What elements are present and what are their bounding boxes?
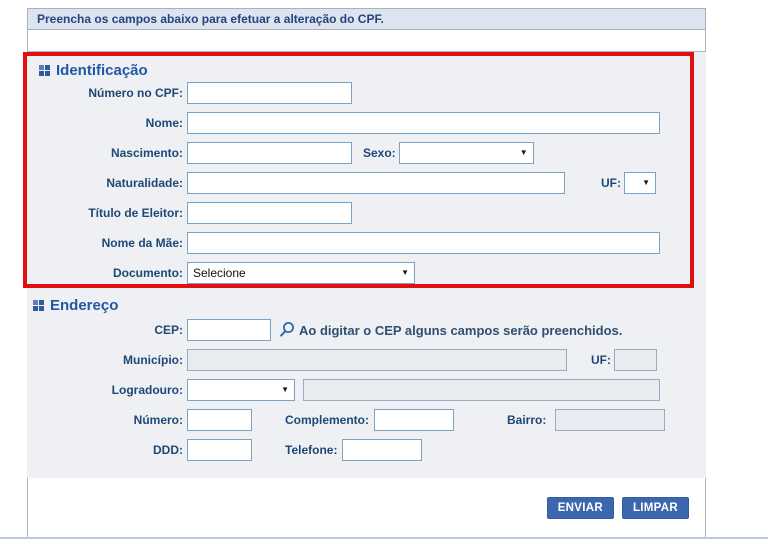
uf-endereco-input xyxy=(614,349,657,371)
titulo-eleitor-input[interactable] xyxy=(187,202,352,224)
cep-label: CEP: xyxy=(154,323,183,337)
naturalidade-uf-row xyxy=(27,172,690,194)
telefone-input[interactable] xyxy=(342,439,422,461)
nome-label: Nome: xyxy=(145,116,183,130)
cpf-input[interactable] xyxy=(187,82,352,104)
nome-mae-label: Nome da Mãe: xyxy=(101,236,183,250)
section-bullet-icon xyxy=(33,300,44,311)
chevron-down-icon: ▼ xyxy=(281,385,289,394)
uf-select[interactable] xyxy=(624,172,656,194)
empty-message-panel xyxy=(27,30,706,52)
telefone-label: Telefone: xyxy=(285,443,338,457)
logradouro-row xyxy=(27,379,706,401)
cep-hint-text: Ao digitar o CEP alguns campos serão preenchidos. xyxy=(299,322,623,338)
cpf-row xyxy=(27,82,690,104)
complemento-input[interactable] xyxy=(374,409,454,431)
instruction-text: Preencha os campos abaixo para efetuar a alteração do CPF. xyxy=(37,12,384,26)
cep-input[interactable] xyxy=(187,319,271,341)
nome-input[interactable] xyxy=(187,112,660,134)
ddd-label: DDD: xyxy=(153,443,183,457)
titulo-eleitor-row xyxy=(27,202,690,224)
documento-select[interactable] xyxy=(187,262,415,284)
nome-mae-row xyxy=(27,232,690,254)
sexo-label: Sexo: xyxy=(363,146,396,160)
search-icon xyxy=(278,321,295,339)
municipio-label: Município: xyxy=(123,353,183,367)
cep-row xyxy=(27,319,706,341)
bairro-label: Bairro: xyxy=(507,413,547,427)
chevron-down-icon: ▼ xyxy=(401,268,409,277)
nome-mae-input[interactable] xyxy=(187,232,660,254)
ddd-input[interactable] xyxy=(187,439,252,461)
documento-row xyxy=(27,262,690,284)
nome-row xyxy=(27,112,690,134)
logradouro-tipo-select[interactable] xyxy=(187,379,295,401)
numero-complemento-bairro-row xyxy=(27,409,706,431)
content-column xyxy=(27,0,706,537)
identification-highlight-box xyxy=(23,52,694,288)
ddd-telefone-row xyxy=(27,439,706,461)
section-bullet-icon xyxy=(39,65,50,76)
footer-bar xyxy=(27,478,706,537)
cpf-label: Número no CPF: xyxy=(88,86,183,100)
limpar-button[interactable]: LIMPAR xyxy=(622,497,689,519)
logradouro-label: Logradouro: xyxy=(111,383,183,397)
section-title: Endereço xyxy=(50,296,119,314)
nascimento-sexo-row xyxy=(27,142,690,164)
numero-label: Número: xyxy=(133,413,183,427)
naturalidade-label: Naturalidade: xyxy=(106,176,183,190)
municipio-input xyxy=(187,349,567,371)
instruction-bar xyxy=(27,8,706,30)
municipio-uf-row xyxy=(27,349,706,371)
section-header-endereco xyxy=(33,296,706,314)
bairro-input xyxy=(555,409,665,431)
page-bottom-divider xyxy=(0,537,768,539)
chevron-down-icon: ▼ xyxy=(519,148,528,157)
logradouro-input xyxy=(303,379,660,401)
chevron-down-icon: ▼ xyxy=(642,178,650,187)
numero-input[interactable] xyxy=(187,409,252,431)
titulo-eleitor-label: Título de Eleitor: xyxy=(88,206,183,220)
naturalidade-input[interactable] xyxy=(187,172,565,194)
uf-endereco-label: UF: xyxy=(591,353,611,367)
nascimento-label: Nascimento: xyxy=(110,146,183,160)
sexo-select[interactable] xyxy=(399,142,534,164)
nascimento-input[interactable] xyxy=(187,142,352,164)
section-header-identificacao xyxy=(39,60,690,80)
documento-label: Documento: xyxy=(113,266,183,280)
documento-selected-value: Selecione xyxy=(193,266,246,280)
action-buttons xyxy=(547,497,689,519)
complemento-label: Complemento: xyxy=(285,413,369,427)
enviar-button[interactable]: ENVIAR xyxy=(547,497,614,519)
uf-label: UF: xyxy=(601,176,621,190)
section-title: Identificação xyxy=(56,61,148,79)
form-area xyxy=(27,52,706,478)
